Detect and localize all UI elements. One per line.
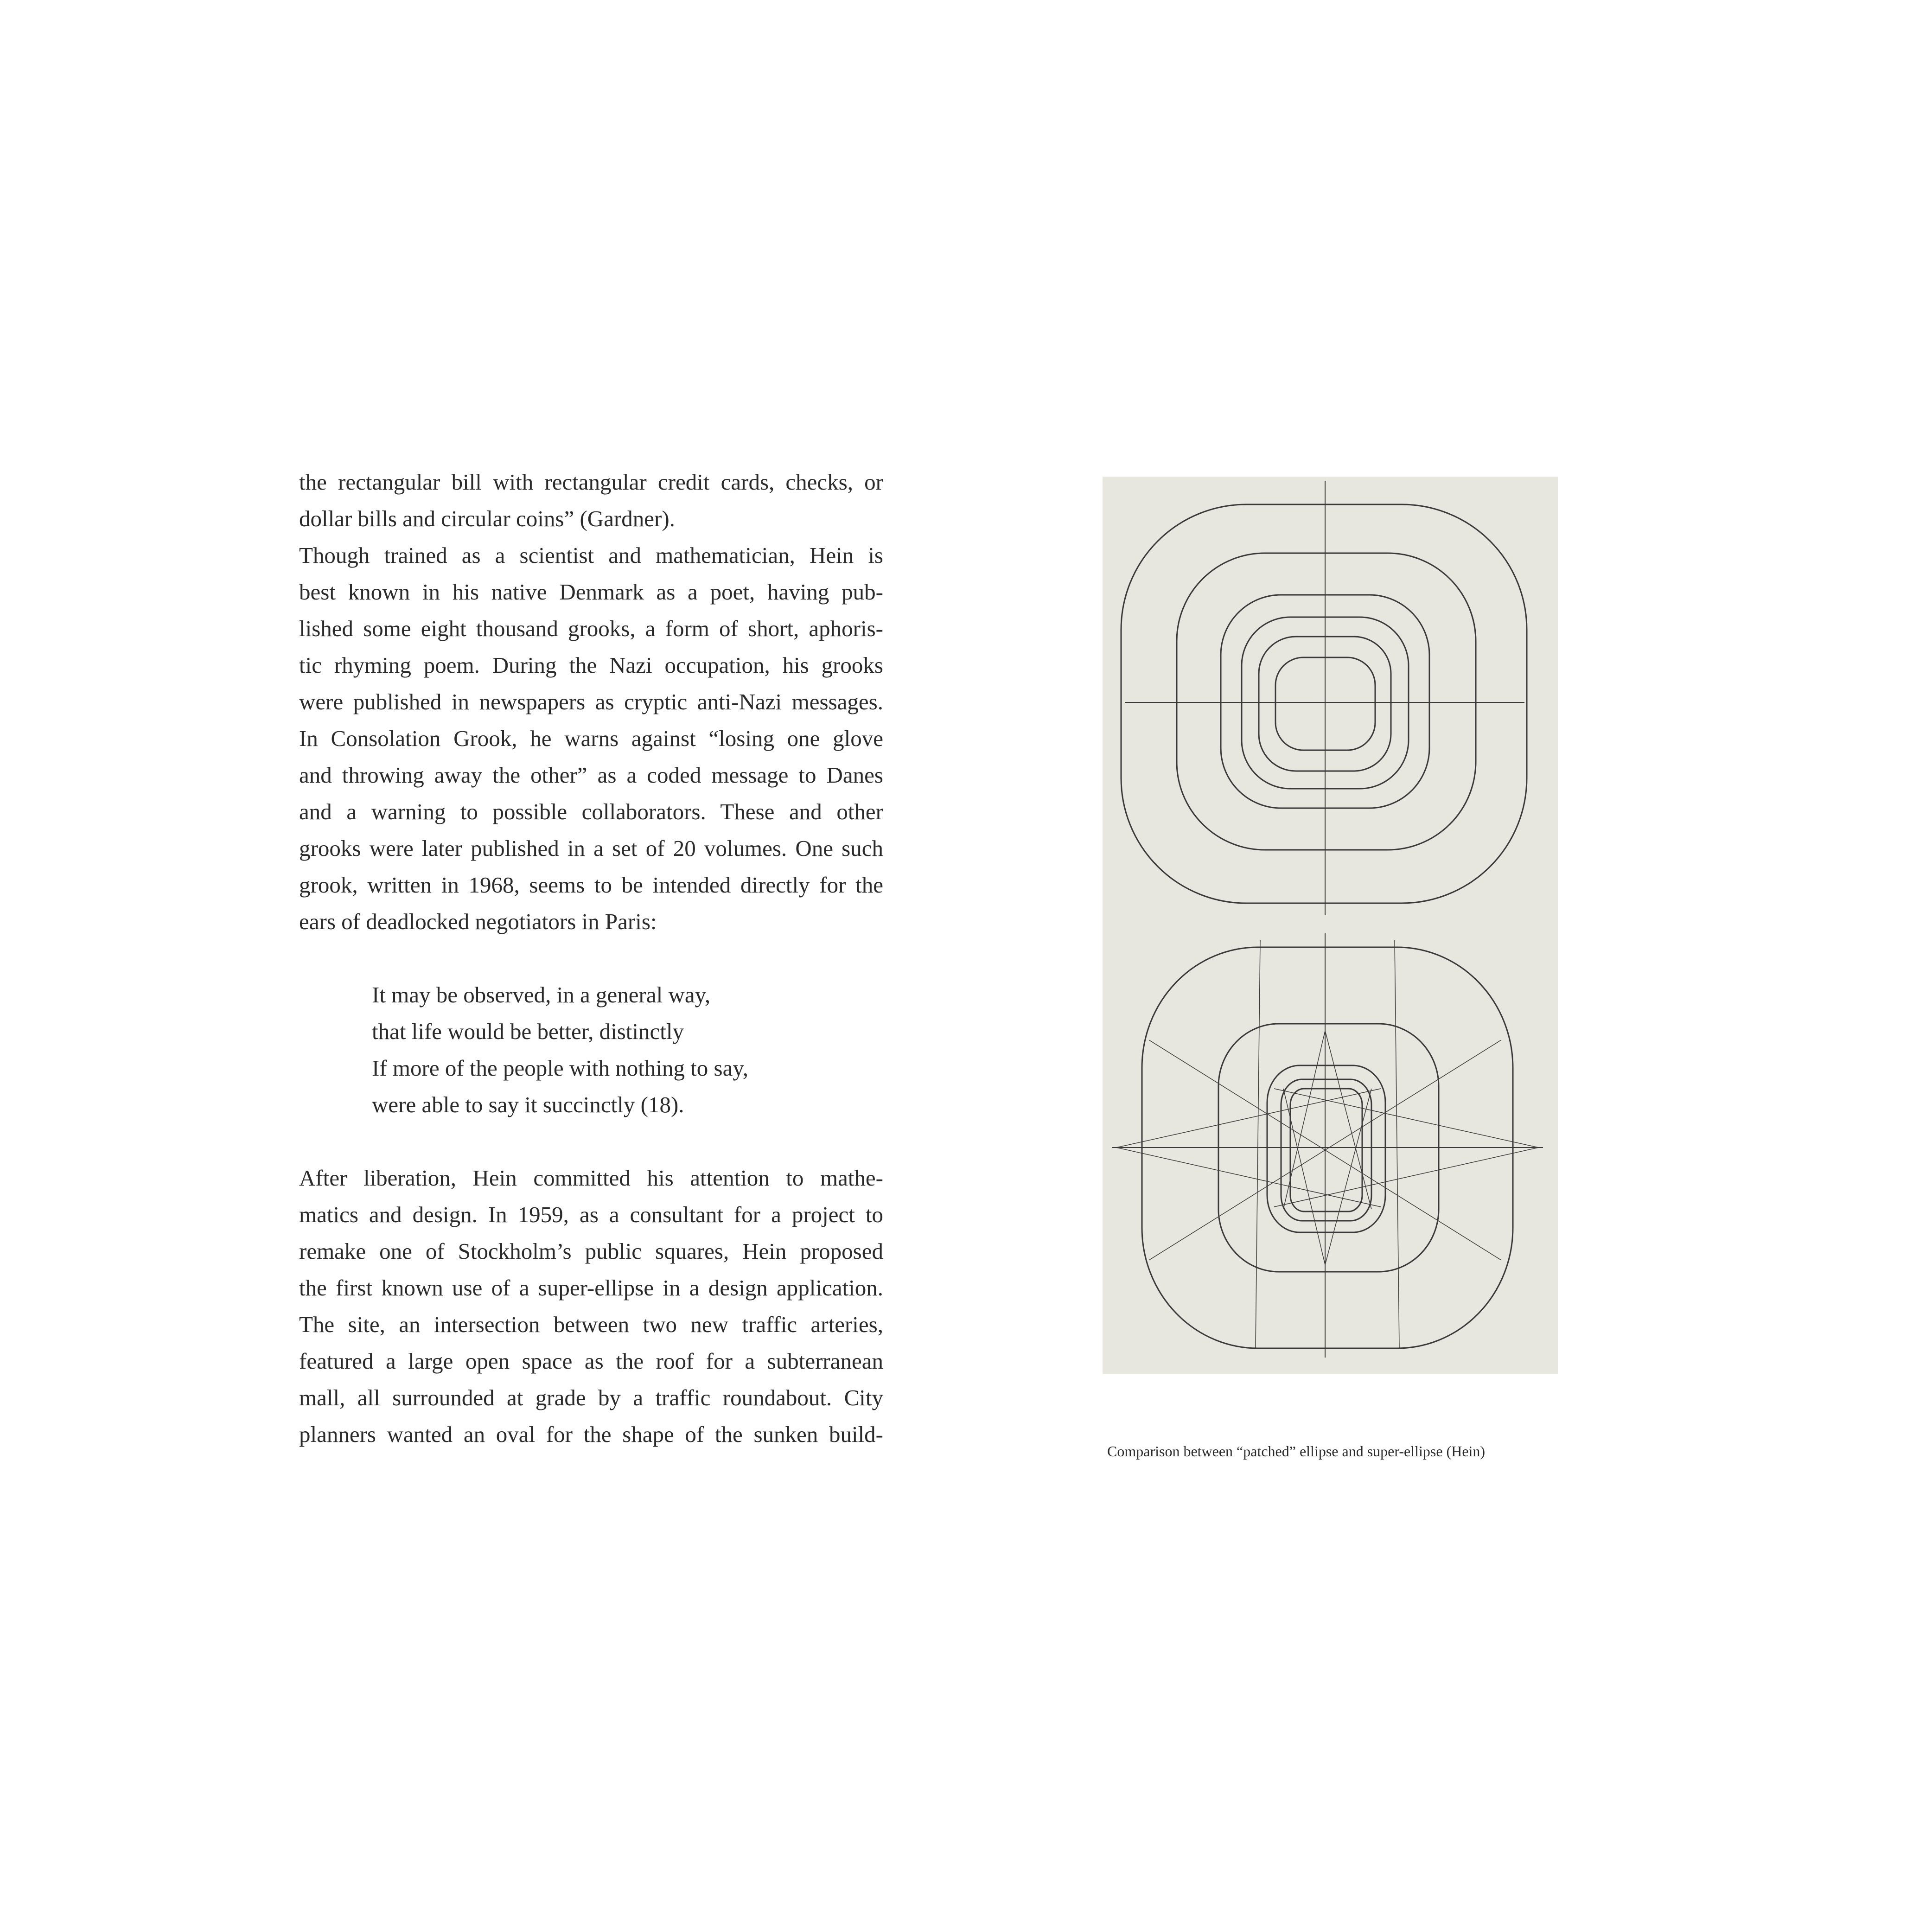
upper-curve-1	[1121, 504, 1527, 903]
paragraph-gap	[299, 940, 883, 976]
construction-line	[1274, 1148, 1538, 1207]
figure-caption: Comparison between “patched” ellipse and super-ellipse (Hein)	[1107, 1443, 1486, 1460]
super-ellipse-drawing	[1103, 477, 1558, 1374]
paragraph-line: planners wanted an oval for the shape of the sunken build-	[299, 1422, 883, 1447]
paragraph-line: best known in his native Denmark as a poet, having pub-	[299, 579, 883, 605]
upper-super-ellipse-family	[1121, 481, 1527, 915]
paragraph-line: and a warning to possible collaborators. These and other	[299, 799, 883, 824]
paragraph-line: ears of deadlocked negotiators in Paris:	[299, 909, 657, 934]
paragraph-line: featured a large open space as the roof for a subterranean	[299, 1348, 883, 1374]
paragraph-line: dollar bills and circular coins” (Gardner).	[299, 506, 675, 531]
poem-line: It may be observed, in a general way,	[372, 982, 711, 1007]
poem-line: If more of the people with nothing to say,	[372, 1055, 748, 1081]
paragraph-line: the rectangular bill with rectangular credit cards, checks, or	[299, 469, 883, 495]
paragraph-line: grook, written in 1968, seems to be intended directly for the	[299, 872, 883, 898]
construction-line	[1395, 940, 1399, 1348]
paragraph-line: were published in newspapers as cryptic anti-Nazi messages.	[299, 689, 883, 714]
poem-block	[299, 976, 883, 1123]
construction-line	[1325, 1089, 1371, 1265]
poem-line: that life would be better, distinctly	[372, 1019, 684, 1044]
upper-curve-2	[1177, 553, 1476, 850]
paragraph-1	[299, 464, 883, 537]
paragraph-line: remake one of Stockholm’s public squares, Hein proposed	[299, 1238, 883, 1264]
paragraph-2	[299, 537, 883, 940]
paragraph-line: lished some eight thousand grooks, a form of short, aphoris-	[299, 616, 883, 641]
paragraph-line: tic rhyming poem. During the Nazi occupation, his grooks	[299, 652, 883, 678]
paragraph-line: and throwing away the other” as a coded message to Danes	[299, 762, 883, 788]
lower-curve-5	[1290, 1089, 1362, 1211]
paragraph-3	[299, 1160, 883, 1453]
construction-line	[1274, 1089, 1538, 1148]
body-text-column	[299, 464, 883, 1453]
paragraph-line: grooks were later published in a set of 20 volumes. One such	[299, 835, 883, 861]
construction-line	[1325, 1031, 1371, 1209]
construction-line	[1256, 940, 1260, 1348]
poem-line: were able to say it succinctly (18).	[372, 1092, 684, 1117]
paragraph-line: the first known use of a super-ellipse in a design application.	[299, 1275, 883, 1301]
super-ellipse-figure	[1103, 477, 1558, 1374]
lower-patched-ellipse-family	[1112, 933, 1543, 1358]
paragraph-line: After liberation, Hein committed his attention to mathe-	[299, 1165, 883, 1191]
paragraph-line: mall, all surrounded at grade by a traffic roundabout. City	[299, 1385, 883, 1410]
paragraph-line: In Consolation Grook, he warns against “losing one glove	[299, 726, 883, 751]
construction-line	[1116, 1089, 1381, 1148]
paragraph-gap	[299, 1123, 883, 1160]
paragraph-line: Though trained as a scientist and mathematician, Hein is	[299, 542, 883, 568]
paragraph-line: The site, an intersection between two new traffic arteries,	[299, 1312, 883, 1337]
paragraph-line: matics and design. In 1959, as a consultant for a project to	[299, 1202, 883, 1227]
